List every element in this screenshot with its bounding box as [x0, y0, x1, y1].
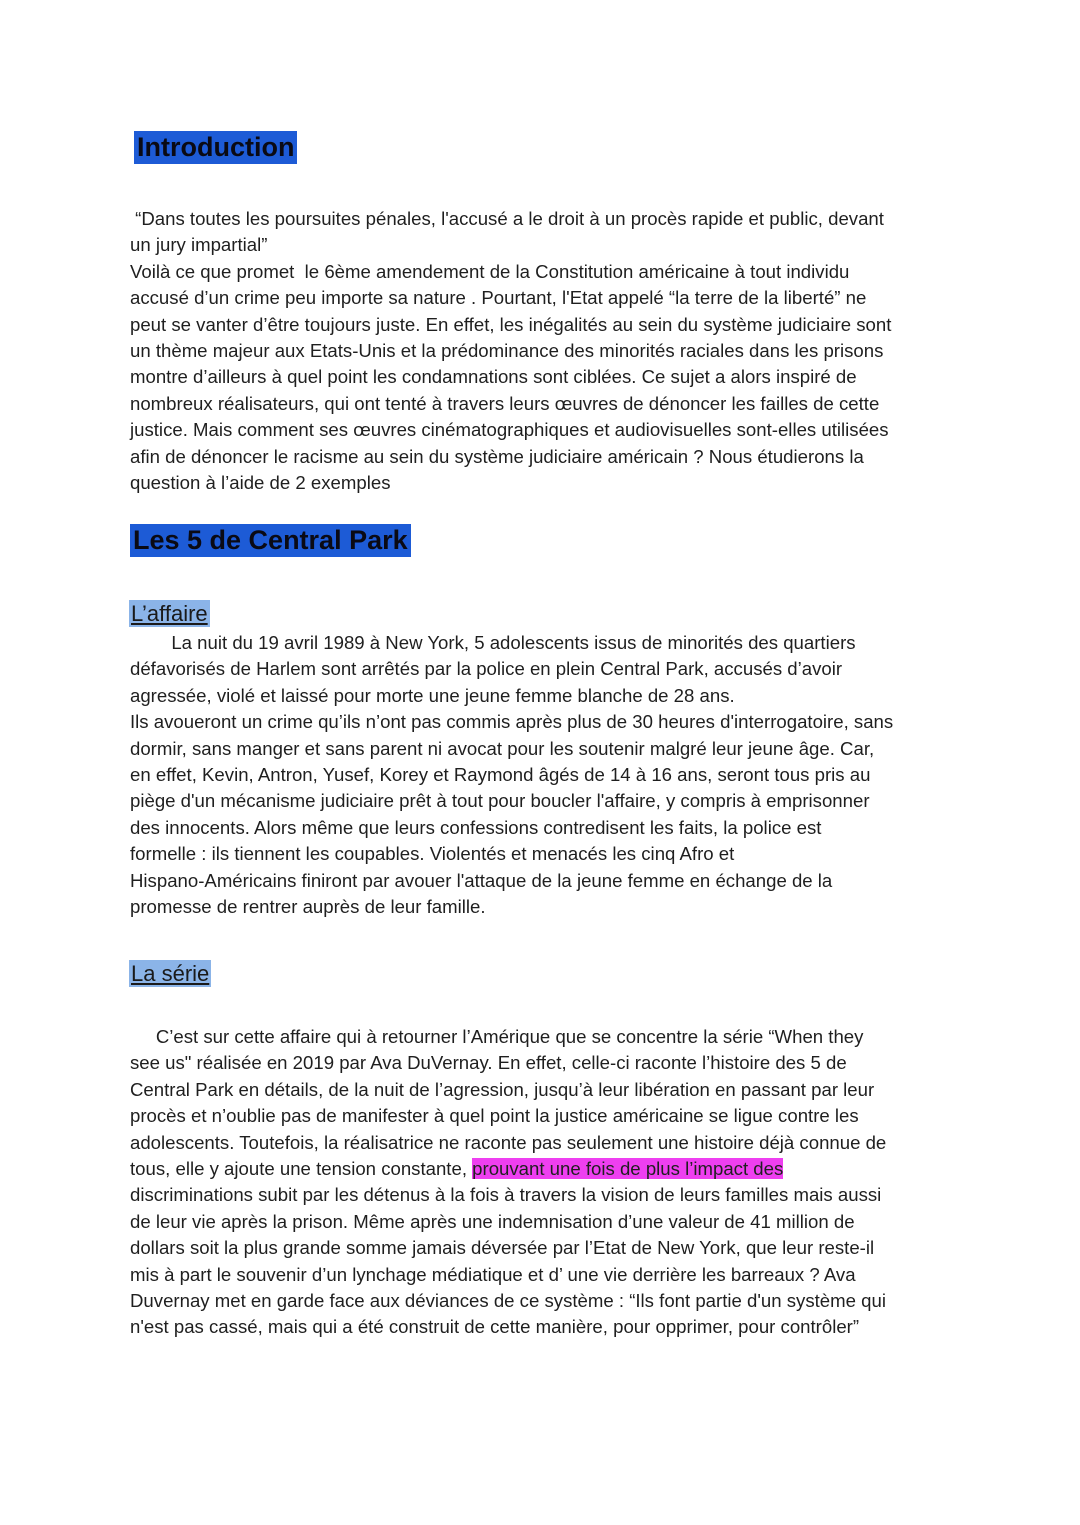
affaire-line: des innocents. Alors même que leurs confessions contredisent les faits, la police est	[130, 816, 822, 838]
serie-line: Duvernay met en garde face aux déviances de ce système : “Ils font partie d'un système qui	[130, 1290, 886, 1312]
serie-line: n'est pas cassé, mais qui a été construit de cette manière, pour opprimer, pour contrôler”	[130, 1316, 860, 1338]
intro-line: “Dans toutes les poursuites pénales, l'accusé a le droit à un procès rapide et public, devant	[130, 208, 884, 229]
affaire-line: dormir, sans manger et sans parent ni avocat pour les soutenir malgré leur jeune âge. Car,	[130, 737, 875, 759]
serie-line: de leur vie après la prison. Même après une indemnisation d’une valeur de 41 million de	[130, 1210, 855, 1232]
intro-line: justice. Mais comment ses œuvres cinématographiques et audiovisuelles sont-elles utilisées	[130, 419, 889, 441]
affaire-line: défavorisés de Harlem sont arrêtés par la police en plein Central Park, accusés d’avoir	[130, 658, 843, 680]
affaire-line: promesse de rentrer auprès de leur famille.	[130, 896, 486, 918]
serie-line: Central Park en détails, de la nuit de l’agression, jusqu’à leur libération en passant par leur	[130, 1078, 875, 1100]
affaire-line: en effet, Kevin, Antron, Yusef, Korey et Raymond âgés de 14 à 16 ans, seront tous pris au	[130, 764, 871, 786]
affaire-line: piège d'un mécanisme judiciaire prêt à tout pour boucler l'affaire, y compris à emprisonner	[130, 790, 870, 812]
intro-line: question à l’aide de 2 exemples	[130, 472, 391, 494]
serie-line-prefix: tous, elle y ajoute une tension constante,	[130, 1158, 473, 1180]
serie-highlight-line	[130, 1156, 960, 1182]
intro-line: Voilà ce que promet le 6ème amendement de la Constitution américaine à tout individu	[130, 260, 850, 282]
heading-affaire: L’affaire	[131, 601, 208, 626]
intro-paragraph	[130, 206, 960, 496]
heading-introduction: Introduction	[134, 131, 297, 164]
serie-line: discriminations subit par les détenus à la fois à travers la vision de leurs familles mais aussi	[130, 1184, 882, 1206]
affaire-line: Hispano-Américains finiront par avouer l'attaque de la jeune femme en échange de la	[130, 869, 833, 891]
intro-line: accusé d’un crime peu importe sa nature . Pourtant, l'Etat appelé “la terre de la liberté” ne	[130, 287, 867, 309]
heading-central-park: Les 5 de Central Park	[130, 524, 411, 557]
affaire-line: Ils avoueront un crime qu’ils n’ont pas commis après plus de 30 heures d'interrogatoire, sans	[130, 711, 894, 733]
serie-line: adolescents. Toutefois, la réalisatrice ne raconte pas seulement une histoire déjà connue de	[130, 1131, 887, 1153]
intro-line: montre d’ailleurs à quel point les condamnations sont ciblées. Ce sujet a alors inspiré de	[130, 366, 857, 388]
serie-line: procès et n’oublie pas de manifester à quel point la justice américaine se ligue contre les	[130, 1105, 859, 1127]
serie-line: mis à part le souvenir d’un lynchage médiatique et d’ une vie derrière les barreaux ? Ava	[130, 1263, 856, 1285]
intro-line: un jury impartial”	[130, 234, 268, 256]
serie-line: see us" réalisée en 2019 par Ava DuVernay. En effet, celle-ci raconte l’histoire des 5 de	[130, 1052, 847, 1074]
serie-line: dollars soit la plus grande somme jamais déversée par l’Etat de New York, que leur reste-il	[130, 1237, 875, 1259]
serie-paragraph	[130, 1024, 960, 1341]
heading-serie: La série	[131, 961, 210, 986]
affaire-line: formelle : ils tiennent les coupables. Violentés et menacés les cinq Afro et	[130, 843, 735, 865]
intro-line: nombreux réalisateurs, qui ont tenté à travers leurs œuvres de dénoncer les failles de cette	[130, 392, 880, 414]
intro-line: peut se vanter d’être toujours juste. En effet, les inégalités au sein du système judiciaire sont	[130, 313, 892, 335]
affaire-line: agressée, violé et laissé pour morte une jeune femme blanche de 28 ans.	[130, 684, 735, 706]
intro-line: afin de dénoncer le racisme au sein du système judiciaire américain ? Nous étudierons la	[130, 445, 864, 467]
intro-line: un thème majeur aux Etats-Unis et la prédominance des minorités raciales dans les prisons	[130, 340, 884, 362]
serie-line: C’est sur cette affaire qui à retourner l’Amérique que se concentre la série “When they	[130, 1026, 864, 1047]
highlighted-text: prouvant une fois de plus l’impact des	[472, 1158, 784, 1180]
affaire-line: La nuit du 19 avril 1989 à New York, 5 adolescents issus de minorités des quartiers	[130, 632, 856, 653]
affaire-paragraph	[130, 630, 960, 920]
